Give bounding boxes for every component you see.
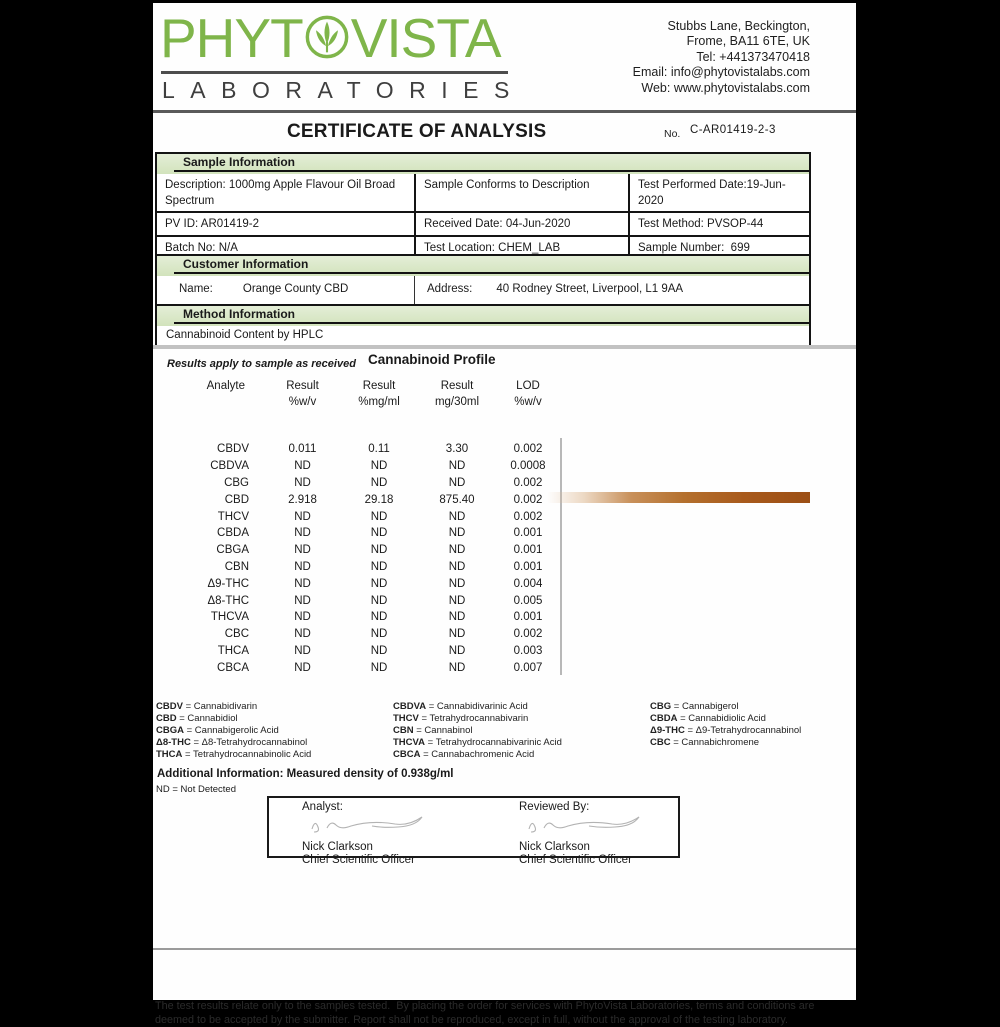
profile-table-row bbox=[155, 659, 560, 676]
lod-cell: 0.001 bbox=[513, 560, 543, 573]
profile-table-row bbox=[155, 542, 560, 559]
result-wv-cell: ND bbox=[294, 510, 311, 523]
result-mg30-cell: ND bbox=[448, 527, 466, 540]
result-wv-cell: ND bbox=[294, 594, 311, 607]
sample-info-header: Sample Information bbox=[174, 154, 809, 172]
lod-cell: 0.007 bbox=[513, 661, 543, 674]
result-wv-cell: 2.918 bbox=[288, 493, 317, 506]
profile-table-body bbox=[155, 441, 560, 676]
result-mg30-cell: ND bbox=[448, 594, 466, 607]
certificate-no-label: No. bbox=[664, 128, 681, 140]
profile-table-row bbox=[155, 575, 560, 592]
lod-cell: 0.005 bbox=[513, 594, 543, 607]
result-mgml-cell: ND bbox=[370, 460, 388, 473]
top-black-edge bbox=[0, 0, 1000, 3]
analyte-cell: CBD bbox=[224, 493, 249, 506]
footer-line: deemed to be accepted by the submitter. Report shall not be reproduced, except in full, without the approval of the testing laboratory. bbox=[155, 1013, 788, 1026]
result-wv-cell: ND bbox=[294, 527, 311, 540]
col-header-result-mg30: Result mg/30ml bbox=[434, 380, 480, 408]
legend-column-2 bbox=[393, 701, 562, 761]
profile-table-row bbox=[155, 609, 560, 626]
result-mgml-cell: ND bbox=[370, 644, 388, 657]
result-mgml-cell: ND bbox=[370, 560, 388, 573]
legend-entry: CBCA = Cannabachromenic Acid bbox=[393, 748, 535, 760]
reviewer-column bbox=[519, 798, 719, 866]
result-mgml-cell: ND bbox=[370, 661, 388, 674]
profile-table-row bbox=[155, 491, 560, 508]
analyst-name: Nick Clarkson bbox=[302, 841, 373, 853]
result-mgml-cell: ND bbox=[370, 577, 388, 590]
customer-info-header-strip bbox=[157, 256, 809, 276]
result-mg30-cell: ND bbox=[448, 544, 466, 557]
legend-entry: CBDVA = Cannabidivarinic Acid bbox=[393, 701, 528, 712]
signoff-box bbox=[267, 796, 680, 866]
lod-cell: 0.001 bbox=[513, 527, 543, 540]
result-wv-cell: ND bbox=[294, 560, 311, 573]
logo-text-phyt: PHYT bbox=[160, 7, 303, 69]
result-mgml-cell: ND bbox=[370, 544, 388, 557]
result-wv-cell: ND bbox=[294, 611, 311, 624]
result-mg30-cell: ND bbox=[448, 476, 466, 489]
legend-column-1 bbox=[156, 701, 311, 761]
table-right-border-line bbox=[560, 438, 562, 675]
reviewer-signature bbox=[521, 814, 719, 841]
customer-name-cell bbox=[157, 276, 415, 306]
profile-table-row bbox=[155, 441, 560, 458]
reviewer-title: Chief Scientific Officer bbox=[519, 854, 632, 866]
left-black-margin bbox=[0, 0, 153, 1000]
reviewed-by-label: Reviewed By: bbox=[519, 801, 590, 813]
contact-line: Tel: +441373470418 bbox=[696, 49, 810, 64]
result-wv-cell: ND bbox=[294, 544, 311, 557]
method-info-header-strip bbox=[157, 306, 809, 326]
result-wv-cell: ND bbox=[294, 661, 311, 674]
reviewer-name: Nick Clarkson bbox=[519, 841, 590, 853]
legend-entry: CBD = Cannabidiol bbox=[156, 712, 238, 724]
analyte-cell: Δ8-THC bbox=[207, 594, 249, 607]
company-logo bbox=[160, 6, 501, 70]
nd-note: ND = Not Detected bbox=[156, 784, 236, 795]
contact-line: Web: www.phytovistalabs.com bbox=[641, 80, 810, 95]
footer-line: The test results relate only to the samples tested. By placing the order for services with PhytoVista Laboratories, terms and conditions are bbox=[155, 999, 815, 1012]
col-header-result-wv: Result %w/v bbox=[286, 380, 319, 408]
cbd-gradient-bar bbox=[547, 492, 810, 503]
legend-entry: CBG = Cannabigerol bbox=[650, 701, 739, 712]
profile-table-row bbox=[155, 559, 560, 576]
profile-title: Cannabinoid Profile bbox=[368, 352, 496, 367]
sample-info-header-strip bbox=[157, 154, 809, 174]
method-info-header: Method Information bbox=[174, 306, 809, 324]
footer-disclaimer bbox=[155, 956, 853, 1027]
analyte-cell: CBDV bbox=[217, 443, 249, 456]
analyte-cell: CBN bbox=[224, 560, 249, 573]
sample-number-cell: Sample Number: 699 bbox=[630, 235, 809, 259]
profile-table-row bbox=[155, 525, 560, 542]
certificate-title: CERTIFICATE OF ANALYSIS bbox=[287, 121, 547, 142]
col-header-result-mgml: Result %mg/ml bbox=[358, 380, 400, 408]
result-mg30-cell: ND bbox=[448, 644, 466, 657]
logo-subtitle: LABORATORIES bbox=[162, 77, 525, 103]
method-info-box bbox=[155, 304, 811, 348]
analyst-label: Analyst: bbox=[302, 801, 343, 813]
analyst-signature bbox=[304, 814, 502, 841]
address-value: 40 Rodney Street, Liverpool, L1 9AA bbox=[496, 283, 684, 295]
analyst-column bbox=[302, 798, 502, 866]
address-label: Address: bbox=[427, 283, 473, 295]
legend-entry: THCVA = Tetrahydrocannabivarinic Acid bbox=[393, 736, 562, 748]
legend-column-3 bbox=[650, 701, 801, 749]
result-mg30-cell: ND bbox=[448, 611, 466, 624]
result-mg30-cell: ND bbox=[448, 577, 466, 590]
legend-entry: CBDA = Cannabidiolic Acid bbox=[650, 712, 766, 724]
result-mgml-cell: 29.18 bbox=[364, 493, 394, 506]
result-mg30-cell: ND bbox=[448, 510, 466, 523]
analyte-cell: CBDVA bbox=[210, 460, 249, 473]
analyte-cell: THCVA bbox=[210, 611, 249, 624]
analyte-cell: CBGA bbox=[216, 544, 249, 557]
lod-cell: 0.002 bbox=[513, 476, 543, 489]
analyte-cell: Δ9-THC bbox=[207, 577, 249, 590]
col-header-analyte: Analyte bbox=[206, 380, 245, 392]
method-value: Cannabinoid Content by HPLC bbox=[166, 329, 324, 341]
legend-entry: CBGA = Cannabigerolic Acid bbox=[156, 724, 279, 736]
result-mgml-cell: ND bbox=[370, 476, 388, 489]
legend-entry: Δ8-THC = Δ8-Tetrahydrocannabinol bbox=[156, 736, 308, 748]
analyte-cell: THCA bbox=[217, 644, 249, 657]
legend-entry: CBDV = Cannabidivarin bbox=[156, 701, 258, 712]
result-mgml-cell: ND bbox=[370, 594, 388, 607]
lod-cell: 0.004 bbox=[513, 577, 543, 590]
result-mg30-cell: ND bbox=[448, 460, 466, 473]
pv-id-cell: PV ID: AR01419-2 bbox=[157, 211, 416, 235]
result-wv-cell: ND bbox=[294, 577, 311, 590]
received-date-cell: Received Date: 04-Jun-2020 bbox=[416, 211, 630, 235]
result-mg30-cell: ND bbox=[448, 628, 466, 641]
customer-info-header: Customer Information bbox=[174, 256, 809, 274]
analyte-cell: THCV bbox=[217, 510, 249, 523]
customer-info-row bbox=[157, 276, 809, 306]
result-mgml-cell: ND bbox=[370, 510, 388, 523]
lod-cell: 0.001 bbox=[513, 544, 543, 557]
profile-table-row bbox=[155, 475, 560, 492]
result-wv-cell: 0.011 bbox=[288, 443, 317, 456]
profile-table-row bbox=[155, 643, 560, 660]
sample-conforms-cell: Sample Conforms to Description bbox=[416, 174, 630, 211]
contact-line: Stubbs Lane, Beckington, bbox=[667, 19, 810, 33]
result-wv-cell: ND bbox=[294, 460, 311, 473]
header-divider bbox=[153, 110, 856, 113]
profile-table-row bbox=[155, 508, 560, 525]
test-method-cell: Test Method: PVSOP-44 bbox=[630, 211, 809, 235]
result-mg30-cell: ND bbox=[448, 560, 466, 573]
sample-info-table bbox=[157, 174, 809, 258]
result-mg30-cell: 875.40 bbox=[439, 493, 475, 506]
contact-block bbox=[633, 19, 810, 96]
lod-cell: 0.0008 bbox=[510, 460, 546, 473]
test-performed-date-cell: Test Performed Date:19-Jun-2020 bbox=[638, 179, 786, 207]
analyte-cell: CBDA bbox=[217, 527, 249, 540]
lod-cell: 0.001 bbox=[513, 611, 543, 624]
result-mg30-cell: 3.30 bbox=[445, 443, 469, 456]
legend-entry: Δ9-THC = Δ9-Tetrahydrocannabinol bbox=[650, 724, 802, 736]
lod-cell: 0.003 bbox=[513, 644, 543, 657]
result-wv-cell: ND bbox=[294, 628, 311, 641]
result-mgml-cell: ND bbox=[370, 611, 388, 624]
contact-line: Frome, BA11 6TE, UK bbox=[686, 34, 810, 49]
test-location-cell: Test Location: CHEM_LAB bbox=[416, 235, 630, 259]
result-mgml-cell: ND bbox=[370, 628, 388, 641]
customer-info-box bbox=[155, 254, 811, 308]
analyte-cell: CBC bbox=[224, 628, 249, 641]
analyte-cell: CBG bbox=[224, 476, 249, 489]
result-mg30-cell: ND bbox=[448, 661, 466, 674]
sample-description-cell: Description: 1000mg Apple Flavour Oil Broad Spectrum bbox=[157, 174, 416, 211]
result-mgml-cell: 0.11 bbox=[368, 443, 390, 456]
leaf-circle-icon bbox=[304, 14, 350, 65]
section-shadow-divider bbox=[153, 345, 856, 349]
sample-info-box bbox=[155, 152, 811, 260]
profile-table-header bbox=[155, 379, 560, 410]
result-mgml-cell: ND bbox=[370, 527, 388, 540]
lod-cell: 0.002 bbox=[513, 628, 543, 641]
lod-cell: 0.002 bbox=[513, 493, 543, 506]
lod-cell: 0.002 bbox=[513, 510, 543, 523]
legend-entry: THCA = Tetrahydrocannabinolic Acid bbox=[156, 748, 312, 760]
lod-cell: 0.002 bbox=[513, 443, 543, 456]
customer-address-cell bbox=[415, 276, 809, 306]
analyte-cell: CBCA bbox=[217, 661, 249, 674]
name-label: Name: bbox=[179, 283, 213, 295]
legend-entry: THCV = Tetrahydrocannabivarin bbox=[393, 712, 529, 724]
results-note: Results apply to sample as received bbox=[167, 358, 356, 370]
result-wv-cell: ND bbox=[294, 644, 311, 657]
name-value: Orange County CBD bbox=[242, 283, 349, 295]
profile-table-row bbox=[155, 626, 560, 643]
logo-text-vista: VISTA bbox=[350, 7, 501, 69]
col-header-lod: LOD %w/v bbox=[514, 380, 542, 408]
analyst-title: Chief Scientific Officer bbox=[302, 854, 415, 866]
logo-divider-line bbox=[161, 71, 508, 74]
contact-line: Email: info@phytovistalabs.com bbox=[632, 65, 810, 80]
profile-table-row bbox=[155, 458, 560, 475]
certificate-page bbox=[153, 0, 856, 1026]
right-black-margin bbox=[856, 0, 1000, 1000]
additional-info: Additional Information: Measured density of 0.938g/ml bbox=[157, 768, 454, 780]
profile-table-row bbox=[155, 592, 560, 609]
legend-entry: CBN = Cannabinol bbox=[393, 724, 473, 736]
certificate-number: C-AR01419-2-3 bbox=[690, 124, 776, 136]
result-wv-cell: ND bbox=[294, 476, 311, 489]
legend-entry: CBC = Cannabichromene bbox=[650, 736, 760, 748]
footer-divider bbox=[153, 948, 856, 950]
batch-no-cell: Batch No: N/A bbox=[157, 235, 416, 259]
